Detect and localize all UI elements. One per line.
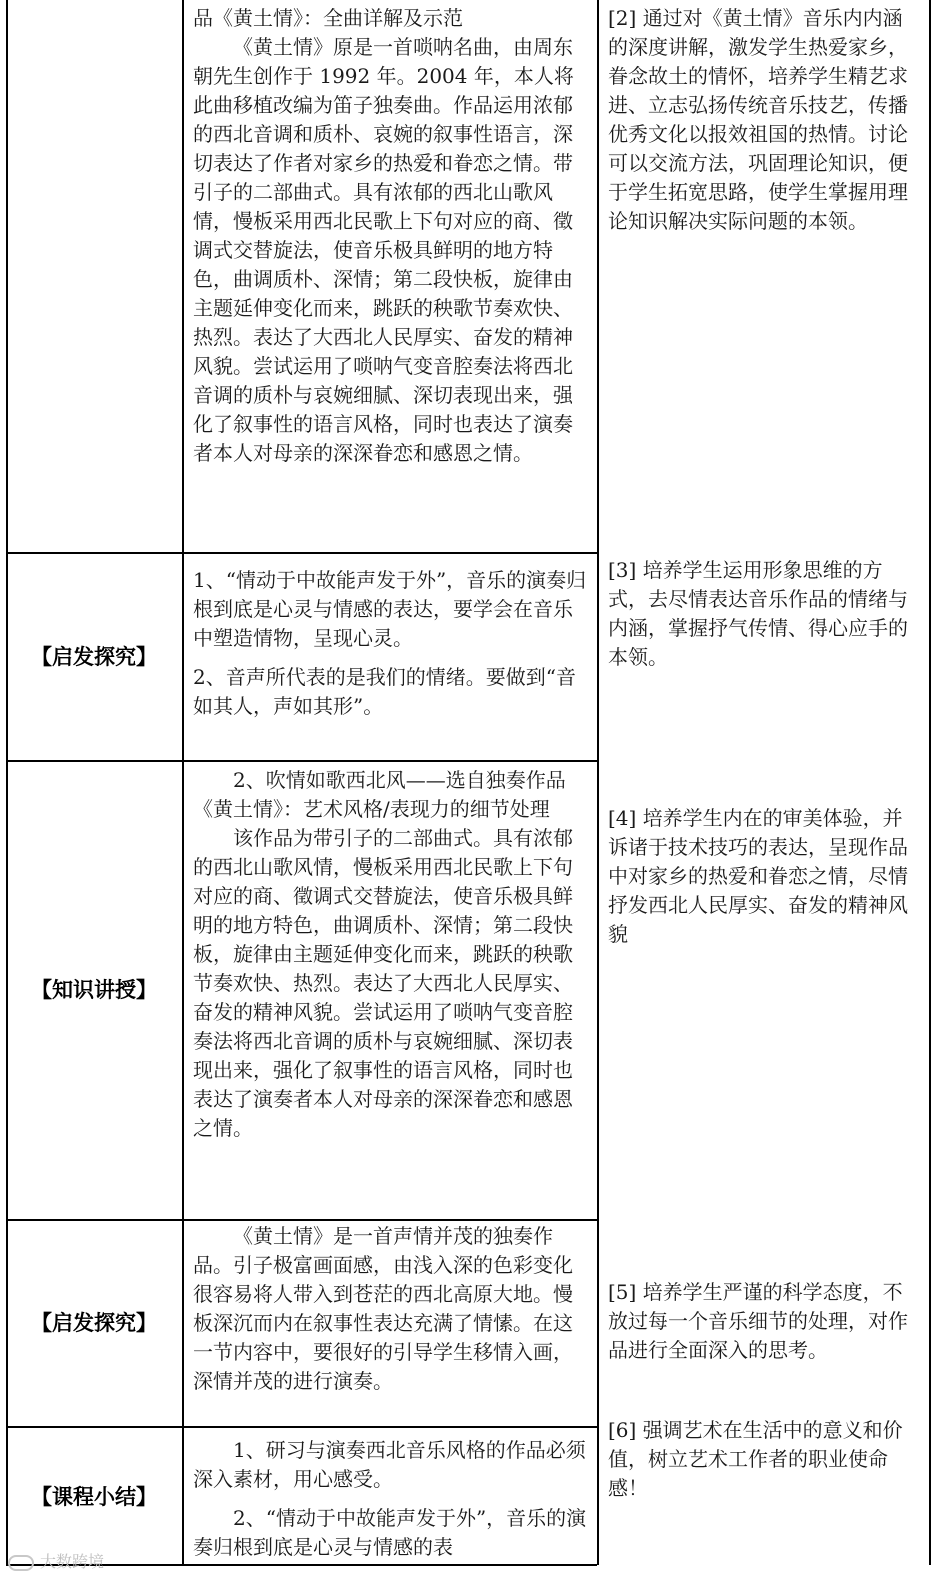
- note-4: [608, 804, 920, 949]
- row-2-content: [193, 566, 589, 721]
- row-4-label: 【启发探究】: [31, 1311, 157, 1335]
- watermark: [8, 1549, 104, 1572]
- row-5-content: [193, 1436, 589, 1562]
- note-3-text: [3] 培养学生运用形象思维的方式，去尽情表达音乐作品的情绪与内涵，掌握抒气传情、得心应手的本领。: [608, 558, 908, 669]
- row-1-para-2: 《黄土情》原是一首唢呐名曲，由周东朝先生创作于 1992 年。2004 年，本人将此曲移植改编为笛子独奏曲。作品运用浓郁的西北音调和质朴、哀婉的叙事性语言，深切表达了作者对家乡的热爱和眷恋之情。带引子的二部曲式。具有浓郁的西北山歌风情，慢板采用西北民歌上下句对应的商、徵调式交替旋法，使音乐极具鲜明的地方特色，曲调质朴、深情；第二段快板，旋律由主题延伸变化而来，跳跃的秧歌节奏欢快、热烈。表达了大西北人民厚实、奋发的精神风貌。尝试运用了唢呐气变音腔奏法将西北音调的质朴与哀婉细腻、深切表现出来，强化了叙事性的语言风格，同时也表达了演奏者本人对母亲的深深眷恋和感恩之情。: [193, 35, 574, 465]
- row-2-para-1: 1、“情动于中故能声发于外”，音乐的演奏归根到底是心灵与情感的表达，要学会在音乐中塑造情物，呈现心灵。: [193, 568, 587, 650]
- row-3-content: [193, 766, 589, 1143]
- row-divider: [6, 1426, 597, 1428]
- note-4-text: [4] 培养学生内在的审美体验，并诉诸于技术技巧的表达，呈现作品中对家乡的热爱和眷恋之情，尽情抒发西北人民厚实、奋发的精神风貌: [608, 806, 908, 946]
- row-divider: [6, 552, 597, 554]
- table-border-right: [929, 0, 931, 1565]
- row-4-para-1: 《黄土情》是一首声情并茂的独奏作品。引子极富画面感，由浅入深的色彩变化很容易将人带入到苍茫的西北高原大地。慢板深沉而内在叙事性表达充满了情愫。在这一节内容中，要很好的引导学生移情入画，深情并茂的进行演奏。: [193, 1224, 573, 1393]
- row-2-para-2: 2、音声所代表的是我们的情绪。要做到“音如其人，声如其形”。: [193, 665, 576, 718]
- row-3-para-2: 该作品为带引子的二部曲式。具有浓郁的西北山歌风情，慢板采用西北民歌上下句对应的商、徵调式交替旋法，使音乐极具鲜明的地方特色，曲调质朴、深情；第二段快板，旋律由主题延伸变化而来，跳跃的秧歌节奏欢快、热烈。表达了大西北人民厚实、奋发的精神风貌。尝试运用了唢呐气变音腔奏法将西北音调的质朴与哀婉细腻、深切表现出来，强化了叙事性的语言风格，同时也表达了演奏者本人对母亲的深深眷恋和感恩之情。: [193, 826, 573, 1140]
- row-5-para-2: 2、“情动于中故能声发于外”，音乐的演奏归根到底是心灵与情感的表: [193, 1506, 587, 1559]
- row-3-label: 【知识讲授】: [31, 978, 157, 1002]
- watermark-text: 大数跨境: [40, 1552, 105, 1571]
- row-4-content: [193, 1222, 589, 1396]
- column-divider-2: [597, 0, 599, 1565]
- note-2-text: [2] 通过对《黄土情》音乐内内涵的深度讲解，激发学生热爱家乡，眷念故土的情怀，培养学生精艺求进、立志弘扬传统音乐技艺，传播优秀文化以报效祖国的热情。讨论可以交流方法，巩固理论知识，便于学生拓宽思路，使学生掌握用理论知识解决实际问题的本领。: [608, 6, 908, 233]
- row-3-para-1: 2、吹情如歌西北风——选自独奏作品《黄土情》：艺术风格/表现力的细节处理: [193, 768, 566, 821]
- row-1-content: [193, 4, 589, 468]
- row-5-label: 【课程小结】: [31, 1485, 157, 1509]
- note-5-text: [5] 培养学生严谨的科学态度，不放过每一个音乐细节的处理，对作品进行全面深入的思考。: [608, 1280, 908, 1362]
- row-divider: [6, 760, 597, 762]
- note-2: [608, 4, 920, 236]
- row-2-label: 【启发探究】: [31, 645, 157, 669]
- note-3: [608, 556, 920, 672]
- row-5-para-1: 1、研习与演奏西北音乐风格的作品必须深入素材，用心感受。: [193, 1438, 586, 1491]
- note-6-text: [6] 强调艺术在生活中的意义和价值，树立艺术工作者的职业使命感！: [608, 1418, 903, 1500]
- row-1-para-1: 品《黄土情》：全曲详解及示范: [193, 6, 463, 30]
- note-5: [608, 1278, 920, 1365]
- watermark-logo-icon: [8, 1555, 34, 1571]
- row-divider: [6, 1219, 597, 1221]
- column-divider-1: [182, 0, 184, 1565]
- note-6: [608, 1416, 920, 1503]
